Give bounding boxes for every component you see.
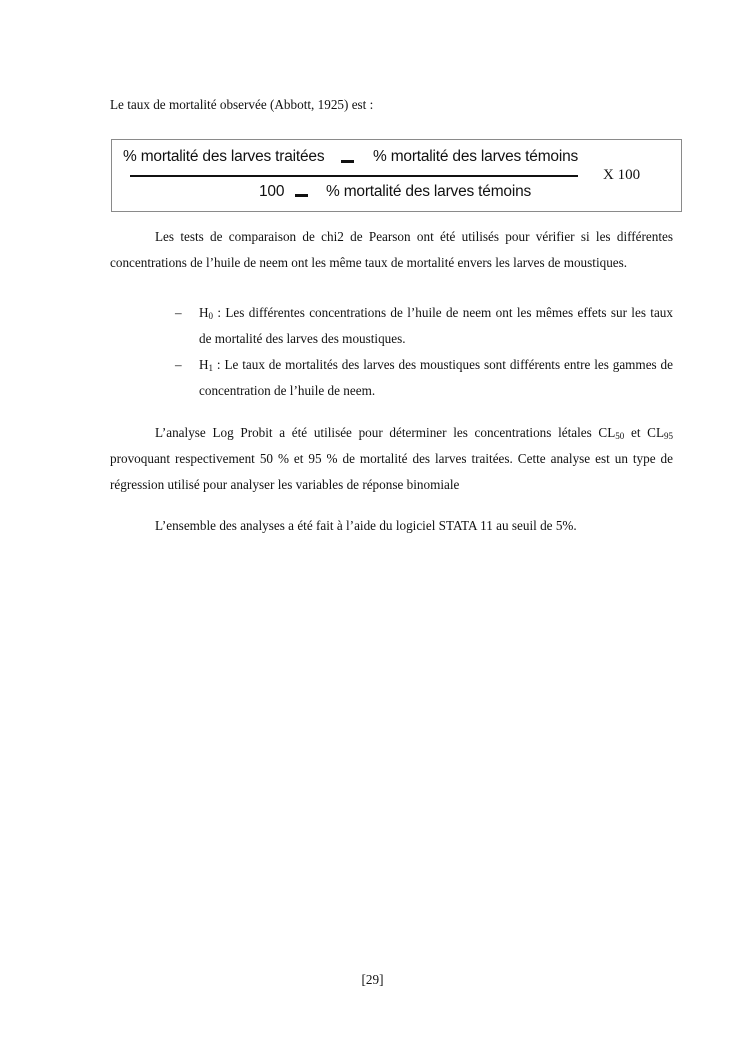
- minus-sign-numerator: [341, 160, 354, 163]
- page-number: [29]: [361, 972, 384, 987]
- bullet-dash: –: [175, 305, 182, 320]
- log-probit-text-3: provoquant respectivement 50 % et 95 % de mortalité des larves traitées. Cette analyse est un type de régression utilisé pour analyser les variables de réponse binomiale: [110, 451, 673, 492]
- fraction-bar: [130, 175, 578, 177]
- log-probit-text-2: et CL: [624, 425, 664, 440]
- intro-text: Le taux de mortalité observée (Abbott, 1925) est :: [110, 97, 374, 112]
- formula-numerator-right: % mortalité des larves témoins: [373, 148, 579, 165]
- formula-denominator-right: % mortalité des larves témoins: [326, 183, 532, 200]
- bullet-dash: –: [175, 357, 182, 372]
- formula-multiplier: X 100: [603, 167, 641, 183]
- hypothesis-h1: [174, 352, 673, 404]
- hypothesis-subscript: 0: [208, 311, 214, 321]
- hypothesis-symbol: H: [199, 305, 209, 320]
- cl95-subscript: 95: [664, 431, 673, 441]
- formula-denominator-left: 100: [259, 183, 285, 200]
- formula-numerator-left: % mortalité des larves traitées: [123, 148, 325, 165]
- cl50-subscript: 50: [615, 431, 625, 441]
- hypothesis-text: : Le taux de mortalités des larves des moustiques sont différents entre les gammes de concentration de l’huile de neem.: [199, 357, 673, 398]
- abbott-formula-box: [111, 139, 682, 212]
- minus-sign-denominator: [295, 194, 308, 197]
- log-probit-text-1: L’analyse Log Probit a été utilisée pour déterminer les concentrations létales CL: [155, 425, 616, 440]
- hypotheses-list: [174, 300, 673, 404]
- hypothesis-subscript: 1: [208, 363, 214, 373]
- hypothesis-h0: [174, 300, 673, 352]
- hypothesis-symbol: H: [199, 357, 209, 372]
- paragraph-log-probit: [110, 420, 673, 498]
- paragraph-chi2: Les tests de comparaison de chi2 de Pearson ont été utilisés pour vérifier si les différentes concentrations de l’huile de neem ont les même taux de mortalité envers les larves de moustiques.: [110, 229, 673, 270]
- paragraph-stata: L’ensemble des analyses a été fait à l’aide du logiciel STATA 11 au seuil de 5%.: [155, 518, 577, 533]
- hypothesis-text: : Les différentes concentrations de l’huile de neem ont les mêmes effets sur les taux de mortalité des larves des moustiques.: [199, 305, 673, 346]
